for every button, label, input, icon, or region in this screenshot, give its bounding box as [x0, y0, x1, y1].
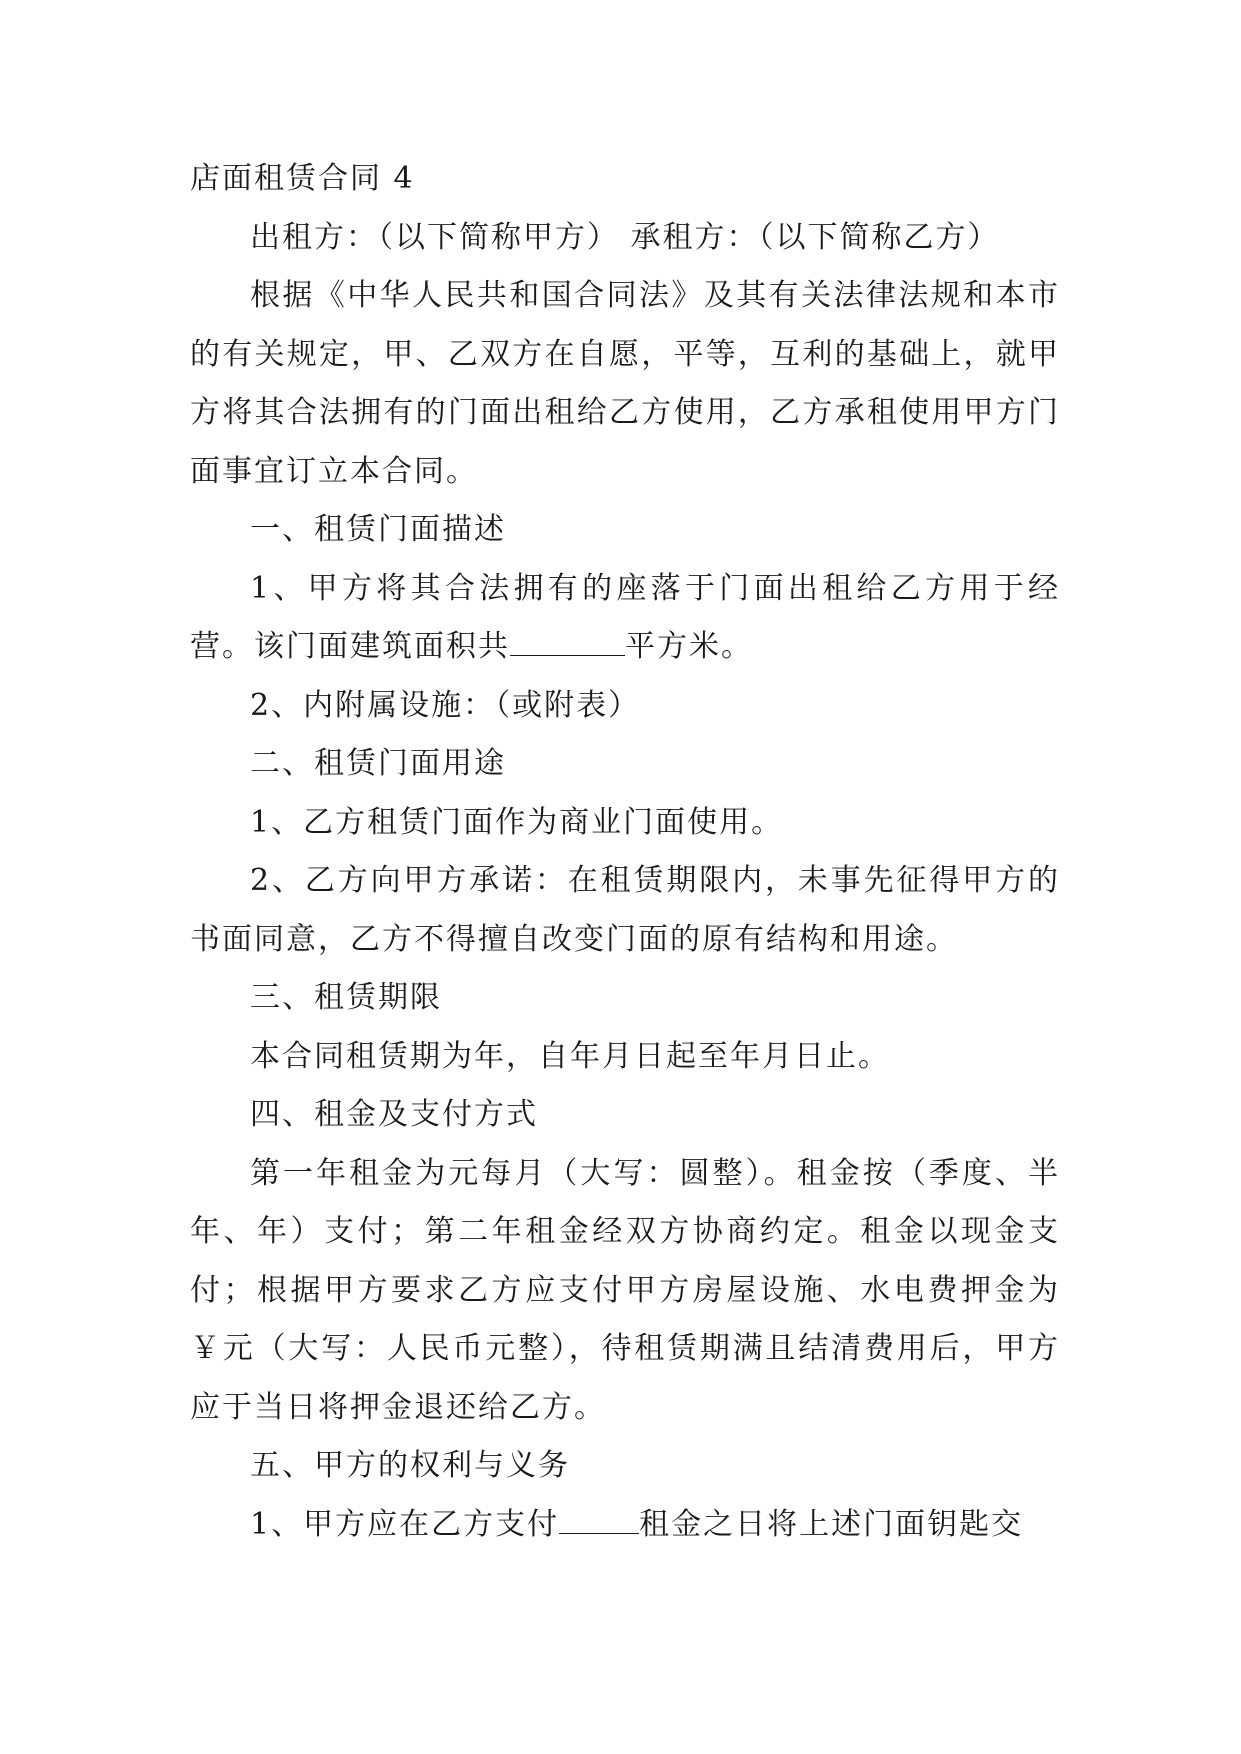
clause-text: 1、甲方应在乙方支付	[250, 1506, 560, 1542]
section-3-heading: 三、租赁期限	[250, 980, 442, 1015]
section-1-clause-1	[190, 560, 1060, 677]
section-1-clause-2: 2、内附属设施：（或附表）	[250, 687, 641, 723]
section-2-clause-1: 1、乙方租赁门面作为商业门面使用。	[250, 804, 784, 840]
clause-text: 租金之日将上述门面钥匙交	[639, 1506, 1024, 1542]
document-title: 店面租赁合同 4	[190, 161, 415, 196]
section-2-clause-2: 2、乙方向甲方承诺：在租赁期限内，未事先征得甲方的书面同意，乙方不得擅自改变门面的原有结构和用途。	[190, 863, 1060, 957]
section-2-heading: 二、租赁门面用途	[250, 746, 506, 781]
section-3-clause-1: 本合同租赁期为年，自年月日起至年月日止。	[250, 1038, 890, 1074]
clause-text: 平方米。	[625, 629, 753, 664]
section-1-heading: 一、租赁门面描述	[250, 512, 506, 547]
area-blank	[510, 624, 625, 657]
clause-text: 1、甲方将其合法拥有的座落于门面出租给乙方用于经营。该门面建筑面积共	[190, 570, 1060, 664]
section-5-clause-1	[190, 1496, 1060, 1555]
intro-paragraph: 根据《中华人民共和国合同法》及其有关法律法规和本市的有关规定，甲、乙双方在自愿，平等，互利的基础上，就甲方将其合法拥有的门面出租给乙方使用，乙方承租使用甲方门面事宜订立本合同。	[190, 278, 1060, 489]
payment-blank	[559, 1501, 639, 1534]
section-4-clause-1: 第一年租金为元每月（大写：圆整）。租金按（季度、半年、年）支付；第二年租金经双方协商约定。租金以现金支付；根据甲方要求乙方应支付甲方房屋设施、水电费押金为￥元（大写：人民币元整），待租赁期满且结清费用后，甲方应于当日将押金退还给乙方。	[190, 1155, 1060, 1425]
parties-line: 出租方：（以下简称甲方） 承租方：（以下简称乙方）	[250, 219, 1000, 255]
section-4-heading: 四、租金及支付方式	[250, 1097, 538, 1132]
section-5-heading: 五、甲方的权利与义务	[250, 1448, 570, 1483]
document-body	[190, 150, 1060, 1554]
